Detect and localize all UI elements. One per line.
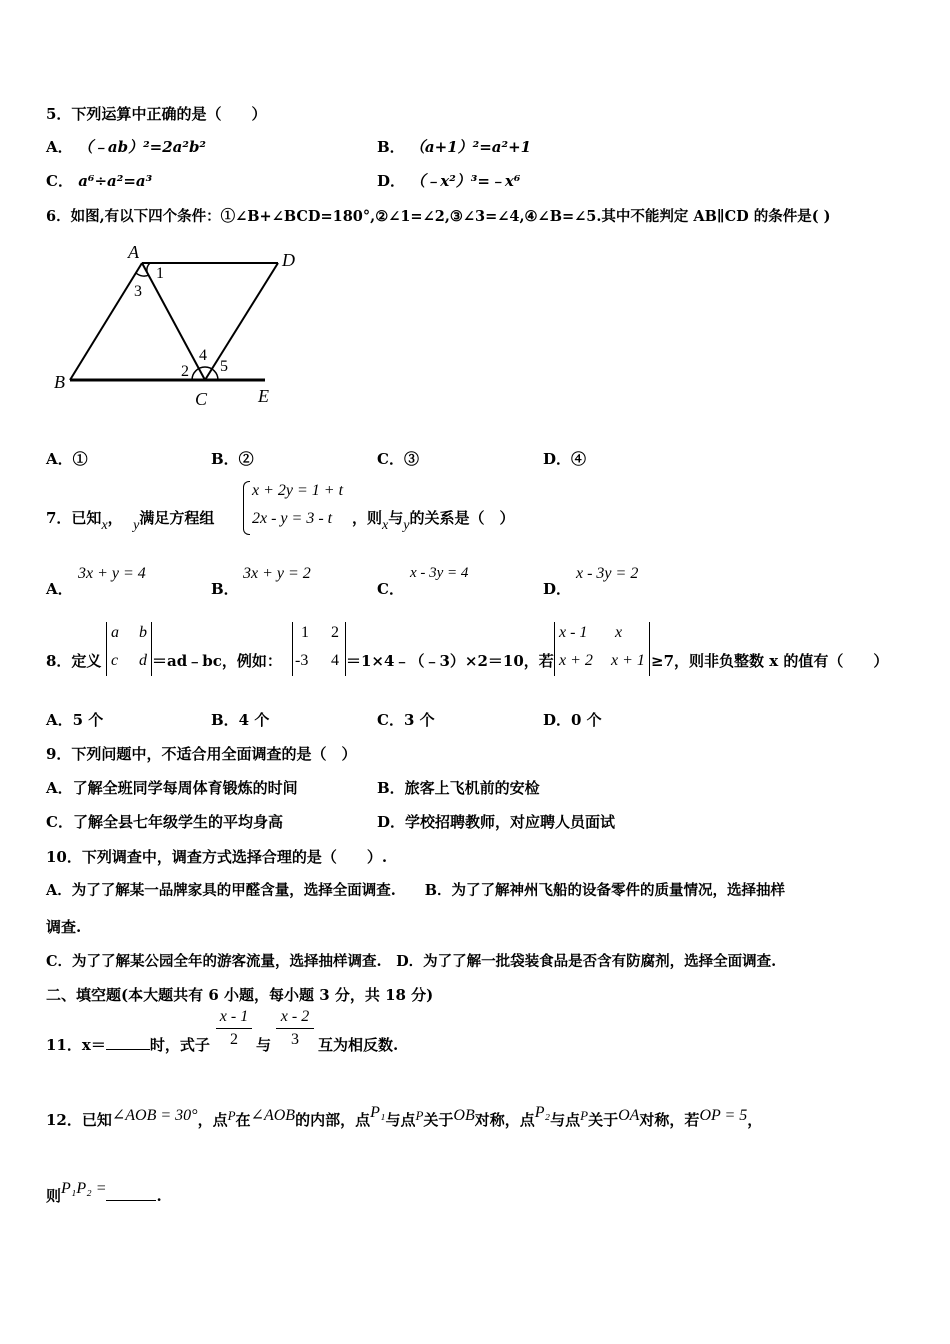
q7-option-d: x - 3y = 2 <box>576 565 639 582</box>
q11-fraction-1: x - 1 2 <box>216 1008 252 1049</box>
label-angle-2: 2 <box>181 363 189 380</box>
label-angle-5: 5 <box>220 358 228 375</box>
line-cd <box>205 263 278 380</box>
q12-line-1: 12．已知∠AOB = 30°，点P在∠AOB的内部，点P₁与点P关于OB对称，点P₂与点P关于OA对称，若OP = 5， <box>46 1104 763 1129</box>
q5-option-c: C． a⁶÷a²=a³ <box>46 172 153 190</box>
arc-angle-1 <box>147 263 150 272</box>
q9-option-c: C．了解全县七年级学生的平均身高 <box>46 813 283 831</box>
label-b: B <box>54 372 65 392</box>
q10-line-2: 调查. <box>46 918 82 936</box>
q8-post: ≥7，则非负整数 x 的值有（ ） <box>651 652 889 670</box>
q7-option-d-label: D． <box>543 580 572 598</box>
q7-equation-1: x + 2y = 1 + t <box>252 482 344 499</box>
q12-line-2: 则P₁P₂ = . <box>46 1180 162 1205</box>
q7-option-c-label: C． <box>377 580 404 598</box>
q11-post: 互为相反数. <box>318 1036 399 1054</box>
q8-mid-2: ＝1×4﹣（﹣3）×2＝10，若 <box>346 652 554 670</box>
q7-stem: 7．已知x， y满足方程组 <box>46 509 215 533</box>
q9-option-a: A．了解全班同学每周体育锻炼的时间 <box>46 779 298 797</box>
q9-stem: 9．下列问题中，不适合用全面调查的是（ ） <box>46 745 357 763</box>
q5-stem: 5．下列运算中正确的是（ ） <box>46 105 267 123</box>
q7-system-brace <box>243 481 250 535</box>
q8-determinant-example: 1 2 -3 4 <box>292 622 346 676</box>
q8-option-c: C．3 个 <box>377 711 435 729</box>
q7-option-a-label: A． <box>46 580 73 598</box>
q6-option-b: B．② <box>211 450 254 468</box>
q6-option-a: A．① <box>46 450 88 468</box>
q11-fraction-2: x - 2 3 <box>276 1008 314 1049</box>
q11-with: 与 <box>256 1036 272 1054</box>
q8-mid-1: ＝ad﹣bc，例如： <box>152 652 282 670</box>
q5-option-d: D． （﹣x²）³=﹣x⁶ <box>377 172 521 190</box>
q8-pre: 8．定义 <box>46 652 102 670</box>
q9-option-b: B．旅客上飞机前的安检 <box>377 779 540 797</box>
label-d: D <box>282 250 295 270</box>
line-ac <box>142 263 205 380</box>
q8-determinant-x: x - 1 x x + 2 x + 1 <box>554 622 650 676</box>
q7-equation-2: 2x - y = 3 - t <box>252 510 333 527</box>
q7-stem-end: ，则x与y的关系是（ ） <box>352 509 515 533</box>
label-angle-3: 3 <box>134 283 142 300</box>
q6-figure <box>50 240 310 415</box>
section-2-heading: 二、填空题(本大题共有 6 小题，每小题 3 分，共 18 分) <box>46 986 434 1004</box>
q10-stem: 10．下列调查中，调查方式选择合理的是（ ）. <box>46 848 388 866</box>
q8-determinant-abcd: a b c d <box>106 622 152 676</box>
label-a: A <box>128 242 139 262</box>
q10-line-1: A．为了了解某一品牌家具的甲醛含量，选择全面调查. B．为了了解神州飞船的设备零件的质量情况，选择抽样 <box>46 882 786 899</box>
q11-pre: 11．x＝ 时，式子 <box>46 1036 210 1054</box>
q7-option-c: x - 3y = 4 <box>410 565 469 581</box>
q8-option-a: A．5 个 <box>46 711 104 729</box>
q7-option-b-label: B． <box>211 580 239 598</box>
line-ab <box>70 263 142 380</box>
q8-option-b: B．4 个 <box>211 711 270 729</box>
label-angle-1: 1 <box>156 265 164 282</box>
q7-option-b: 3x + y = 2 <box>243 565 311 582</box>
q6-stem: 6．如图,有以下四个条件：①∠B+∠BCD=180°,②∠1=∠2,③∠3=∠4,④∠B=∠5.其中不能判定 AB∥CD 的条件是( ) <box>46 208 831 225</box>
label-angle-4: 4 <box>199 347 207 364</box>
label-c: C <box>195 389 208 409</box>
q6-option-c: C．③ <box>377 450 419 468</box>
q10-line-3: C．为了了解某公园全年的游客流量，选择抽样调查. D．为了了解一批袋装食品是否含有防腐剂，选择全面调查. <box>46 953 777 970</box>
q7-option-a: 3x + y = 4 <box>78 565 146 582</box>
q6-option-d: D．④ <box>543 450 587 468</box>
q5-option-b: B． （a+1）²=a²+1 <box>377 138 532 156</box>
q5-option-a: A． （﹣ab）²=2a²b² <box>46 138 207 156</box>
label-e: E <box>258 386 269 406</box>
q8-option-d: D．0 个 <box>543 711 602 729</box>
q9-option-d: D．学校招聘教师，对应聘人员面试 <box>377 813 616 831</box>
